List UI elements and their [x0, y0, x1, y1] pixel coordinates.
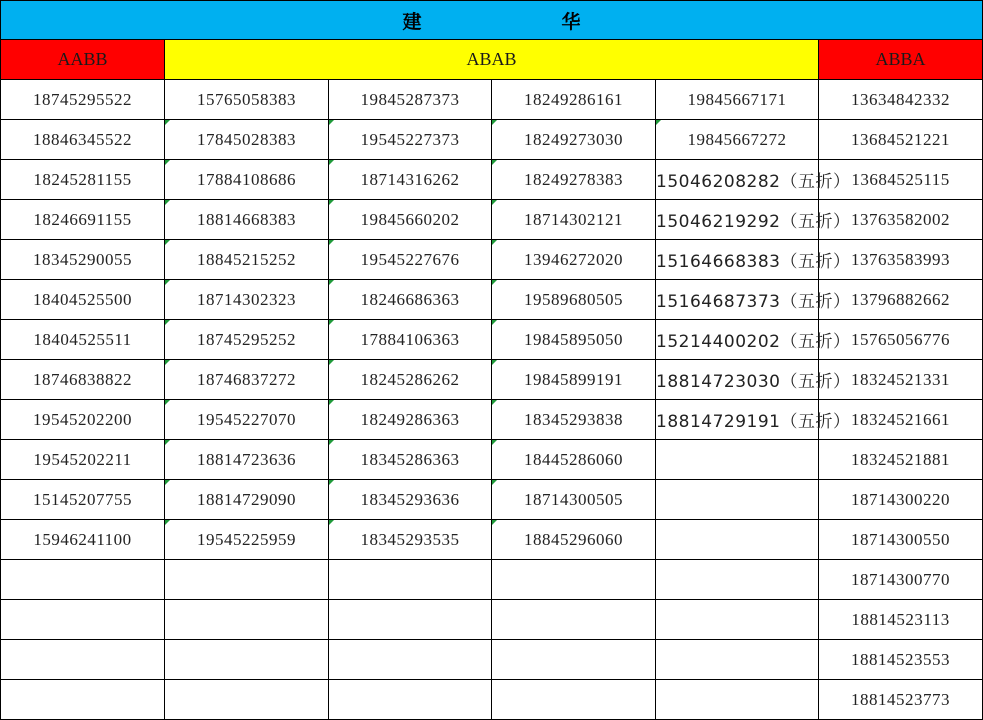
abab-cell-4[interactable]: 18814729191（五折）	[656, 400, 819, 440]
table-row	[1, 280, 983, 320]
abab-cell-3[interactable]: 18445286060	[492, 440, 656, 480]
abba-cell[interactable]: 18714300220	[819, 480, 983, 520]
abab-cell-3[interactable]	[492, 640, 656, 680]
table-row	[1, 400, 983, 440]
abba-cell[interactable]: 13763583993	[819, 240, 983, 280]
abab-cell-4[interactable]	[656, 680, 819, 720]
table-row	[1, 560, 983, 600]
abba-cell[interactable]: 18714300770	[819, 560, 983, 600]
table-row	[1, 600, 983, 640]
aabb-cell[interactable]	[1, 600, 165, 640]
abba-cell[interactable]: 13796882662	[819, 280, 983, 320]
abab-cell-3[interactable]: 18249273030	[492, 120, 656, 160]
abab-cell-1[interactable]: 18845215252	[165, 240, 329, 280]
abab-cell-2[interactable]: 17884106363	[329, 320, 492, 360]
abab-cell-1[interactable]: 17884108686	[165, 160, 329, 200]
aabb-cell[interactable]: 18245281155	[1, 160, 165, 200]
table-row	[1, 520, 983, 560]
abab-cell-4[interactable]: 15214400202（五折）	[656, 320, 819, 360]
abab-cell-4[interactable]	[656, 480, 819, 520]
abba-cell[interactable]: 18714300550	[819, 520, 983, 560]
aabb-cell[interactable]: 19545202200	[1, 400, 165, 440]
aabb-cell[interactable]: 18846345522	[1, 120, 165, 160]
abab-cell-4[interactable]: 15046208282（五折）	[656, 160, 819, 200]
abab-cell-4[interactable]: 19845667171	[656, 80, 819, 120]
aabb-cell[interactable]: 18404525511	[1, 320, 165, 360]
abab-cell-1[interactable]: 18814729090	[165, 480, 329, 520]
title-row	[1, 1, 983, 40]
abba-cell[interactable]: 18814523553	[819, 640, 983, 680]
abab-cell-3[interactable]: 19845895050	[492, 320, 656, 360]
abab-cell-3[interactable]	[492, 560, 656, 600]
abab-cell-4[interactable]: 15164668383（五折）	[656, 240, 819, 280]
abab-cell-3[interactable]: 18249278383	[492, 160, 656, 200]
aabb-cell[interactable]	[1, 640, 165, 680]
abab-cell-3[interactable]	[492, 600, 656, 640]
abab-cell-1[interactable]: 18745295252	[165, 320, 329, 360]
abab-cell-3[interactable]	[492, 680, 656, 720]
abab-cell-3[interactable]: 19845899191	[492, 360, 656, 400]
abba-cell[interactable]: 18324521331	[819, 360, 983, 400]
abab-cell-3[interactable]: 19589680505	[492, 280, 656, 320]
abab-cell-2[interactable]: 18246686363	[329, 280, 492, 320]
abab-cell-1[interactable]	[165, 640, 329, 680]
aabb-cell[interactable]: 18345290055	[1, 240, 165, 280]
abab-cell-3[interactable]: 18714302121	[492, 200, 656, 240]
abab-cell-1[interactable]: 18746837272	[165, 360, 329, 400]
abab-cell-3[interactable]: 18249286161	[492, 80, 656, 120]
abab-cell-4[interactable]	[656, 560, 819, 600]
abab-cell-4[interactable]	[656, 600, 819, 640]
abab-cell-4[interactable]	[656, 440, 819, 480]
abab-cell-3[interactable]: 18714300505	[492, 480, 656, 520]
abab-cell-3[interactable]: 18845296060	[492, 520, 656, 560]
abab-cell-3[interactable]: 13946272020	[492, 240, 656, 280]
table-row	[1, 360, 983, 400]
aabb-cell[interactable]: 19545202211	[1, 440, 165, 480]
abab-cell-1[interactable]: 18814723636	[165, 440, 329, 480]
table-row	[1, 200, 983, 240]
abab-cell-2[interactable]	[329, 640, 492, 680]
abab-cell-2[interactable]: 19545227676	[329, 240, 492, 280]
aabb-cell[interactable]	[1, 680, 165, 720]
header-abba[interactable]: ABBA	[819, 40, 983, 80]
abab-cell-4[interactable]: 15164687373（五折）	[656, 280, 819, 320]
abab-cell-1[interactable]: 18714302323	[165, 280, 329, 320]
abba-cell[interactable]: 13684525115	[819, 160, 983, 200]
aabb-cell[interactable]: 18246691155	[1, 200, 165, 240]
table-row	[1, 120, 983, 160]
abba-cell[interactable]: 13684521221	[819, 120, 983, 160]
table-row	[1, 320, 983, 360]
abab-cell-4[interactable]	[656, 640, 819, 680]
abab-cell-2[interactable]: 18345293636	[329, 480, 492, 520]
abba-cell[interactable]: 18814523113	[819, 600, 983, 640]
abab-cell-1[interactable]: 18814668383	[165, 200, 329, 240]
abab-cell-1[interactable]: 19545227070	[165, 400, 329, 440]
abab-cell-4[interactable]: 19845667272	[656, 120, 819, 160]
table-row	[1, 480, 983, 520]
abab-cell-2[interactable]	[329, 600, 492, 640]
aabb-cell[interactable]: 15145207755	[1, 480, 165, 520]
abab-cell-4[interactable]	[656, 520, 819, 560]
abab-cell-2[interactable]	[329, 680, 492, 720]
header-abab[interactable]: ABAB	[165, 40, 819, 80]
abba-cell[interactable]: 15765056776	[819, 320, 983, 360]
table-row	[1, 80, 983, 120]
abab-cell-4[interactable]: 15046219292（五折）	[656, 200, 819, 240]
sheet-title[interactable]: 建 华	[1, 1, 983, 40]
abab-cell-2[interactable]: 19545227373	[329, 120, 492, 160]
abab-cell-1[interactable]	[165, 680, 329, 720]
abab-cell-2[interactable]: 18249286363	[329, 400, 492, 440]
aabb-cell[interactable]: 18404525500	[1, 280, 165, 320]
abab-cell-2[interactable]: 19845287373	[329, 80, 492, 120]
abab-cell-2[interactable]: 18345293535	[329, 520, 492, 560]
abba-cell[interactable]: 18814523773	[819, 680, 983, 720]
abba-cell[interactable]: 18324521881	[819, 440, 983, 480]
table-row	[1, 160, 983, 200]
table-row	[1, 680, 983, 720]
abab-cell-2[interactable]: 18345286363	[329, 440, 492, 480]
abab-cell-2[interactable]: 18245286262	[329, 360, 492, 400]
abab-cell-1[interactable]: 17845028383	[165, 120, 329, 160]
table-row	[1, 640, 983, 680]
abab-cell-2[interactable]	[329, 560, 492, 600]
abba-cell[interactable]: 13634842332	[819, 80, 983, 120]
abab-cell-1[interactable]	[165, 560, 329, 600]
abab-cell-3[interactable]: 18345293838	[492, 400, 656, 440]
abab-cell-2[interactable]: 19845660202	[329, 200, 492, 240]
aabb-cell[interactable]: 18745295522	[1, 80, 165, 120]
aabb-cell[interactable]	[1, 560, 165, 600]
abab-cell-1[interactable]: 19545225959	[165, 520, 329, 560]
header-aabb[interactable]: AABB	[1, 40, 165, 80]
table-row	[1, 240, 983, 280]
abba-cell[interactable]: 13763582002	[819, 200, 983, 240]
abab-cell-4[interactable]: 18814723030（五折）	[656, 360, 819, 400]
abab-cell-2[interactable]: 18714316262	[329, 160, 492, 200]
abab-cell-1[interactable]: 15765058383	[165, 80, 329, 120]
aabb-cell[interactable]: 18746838822	[1, 360, 165, 400]
aabb-cell[interactable]: 15946241100	[1, 520, 165, 560]
table-row	[1, 440, 983, 480]
header-row	[1, 40, 983, 80]
abab-cell-1[interactable]	[165, 600, 329, 640]
abba-cell[interactable]: 18324521661	[819, 400, 983, 440]
